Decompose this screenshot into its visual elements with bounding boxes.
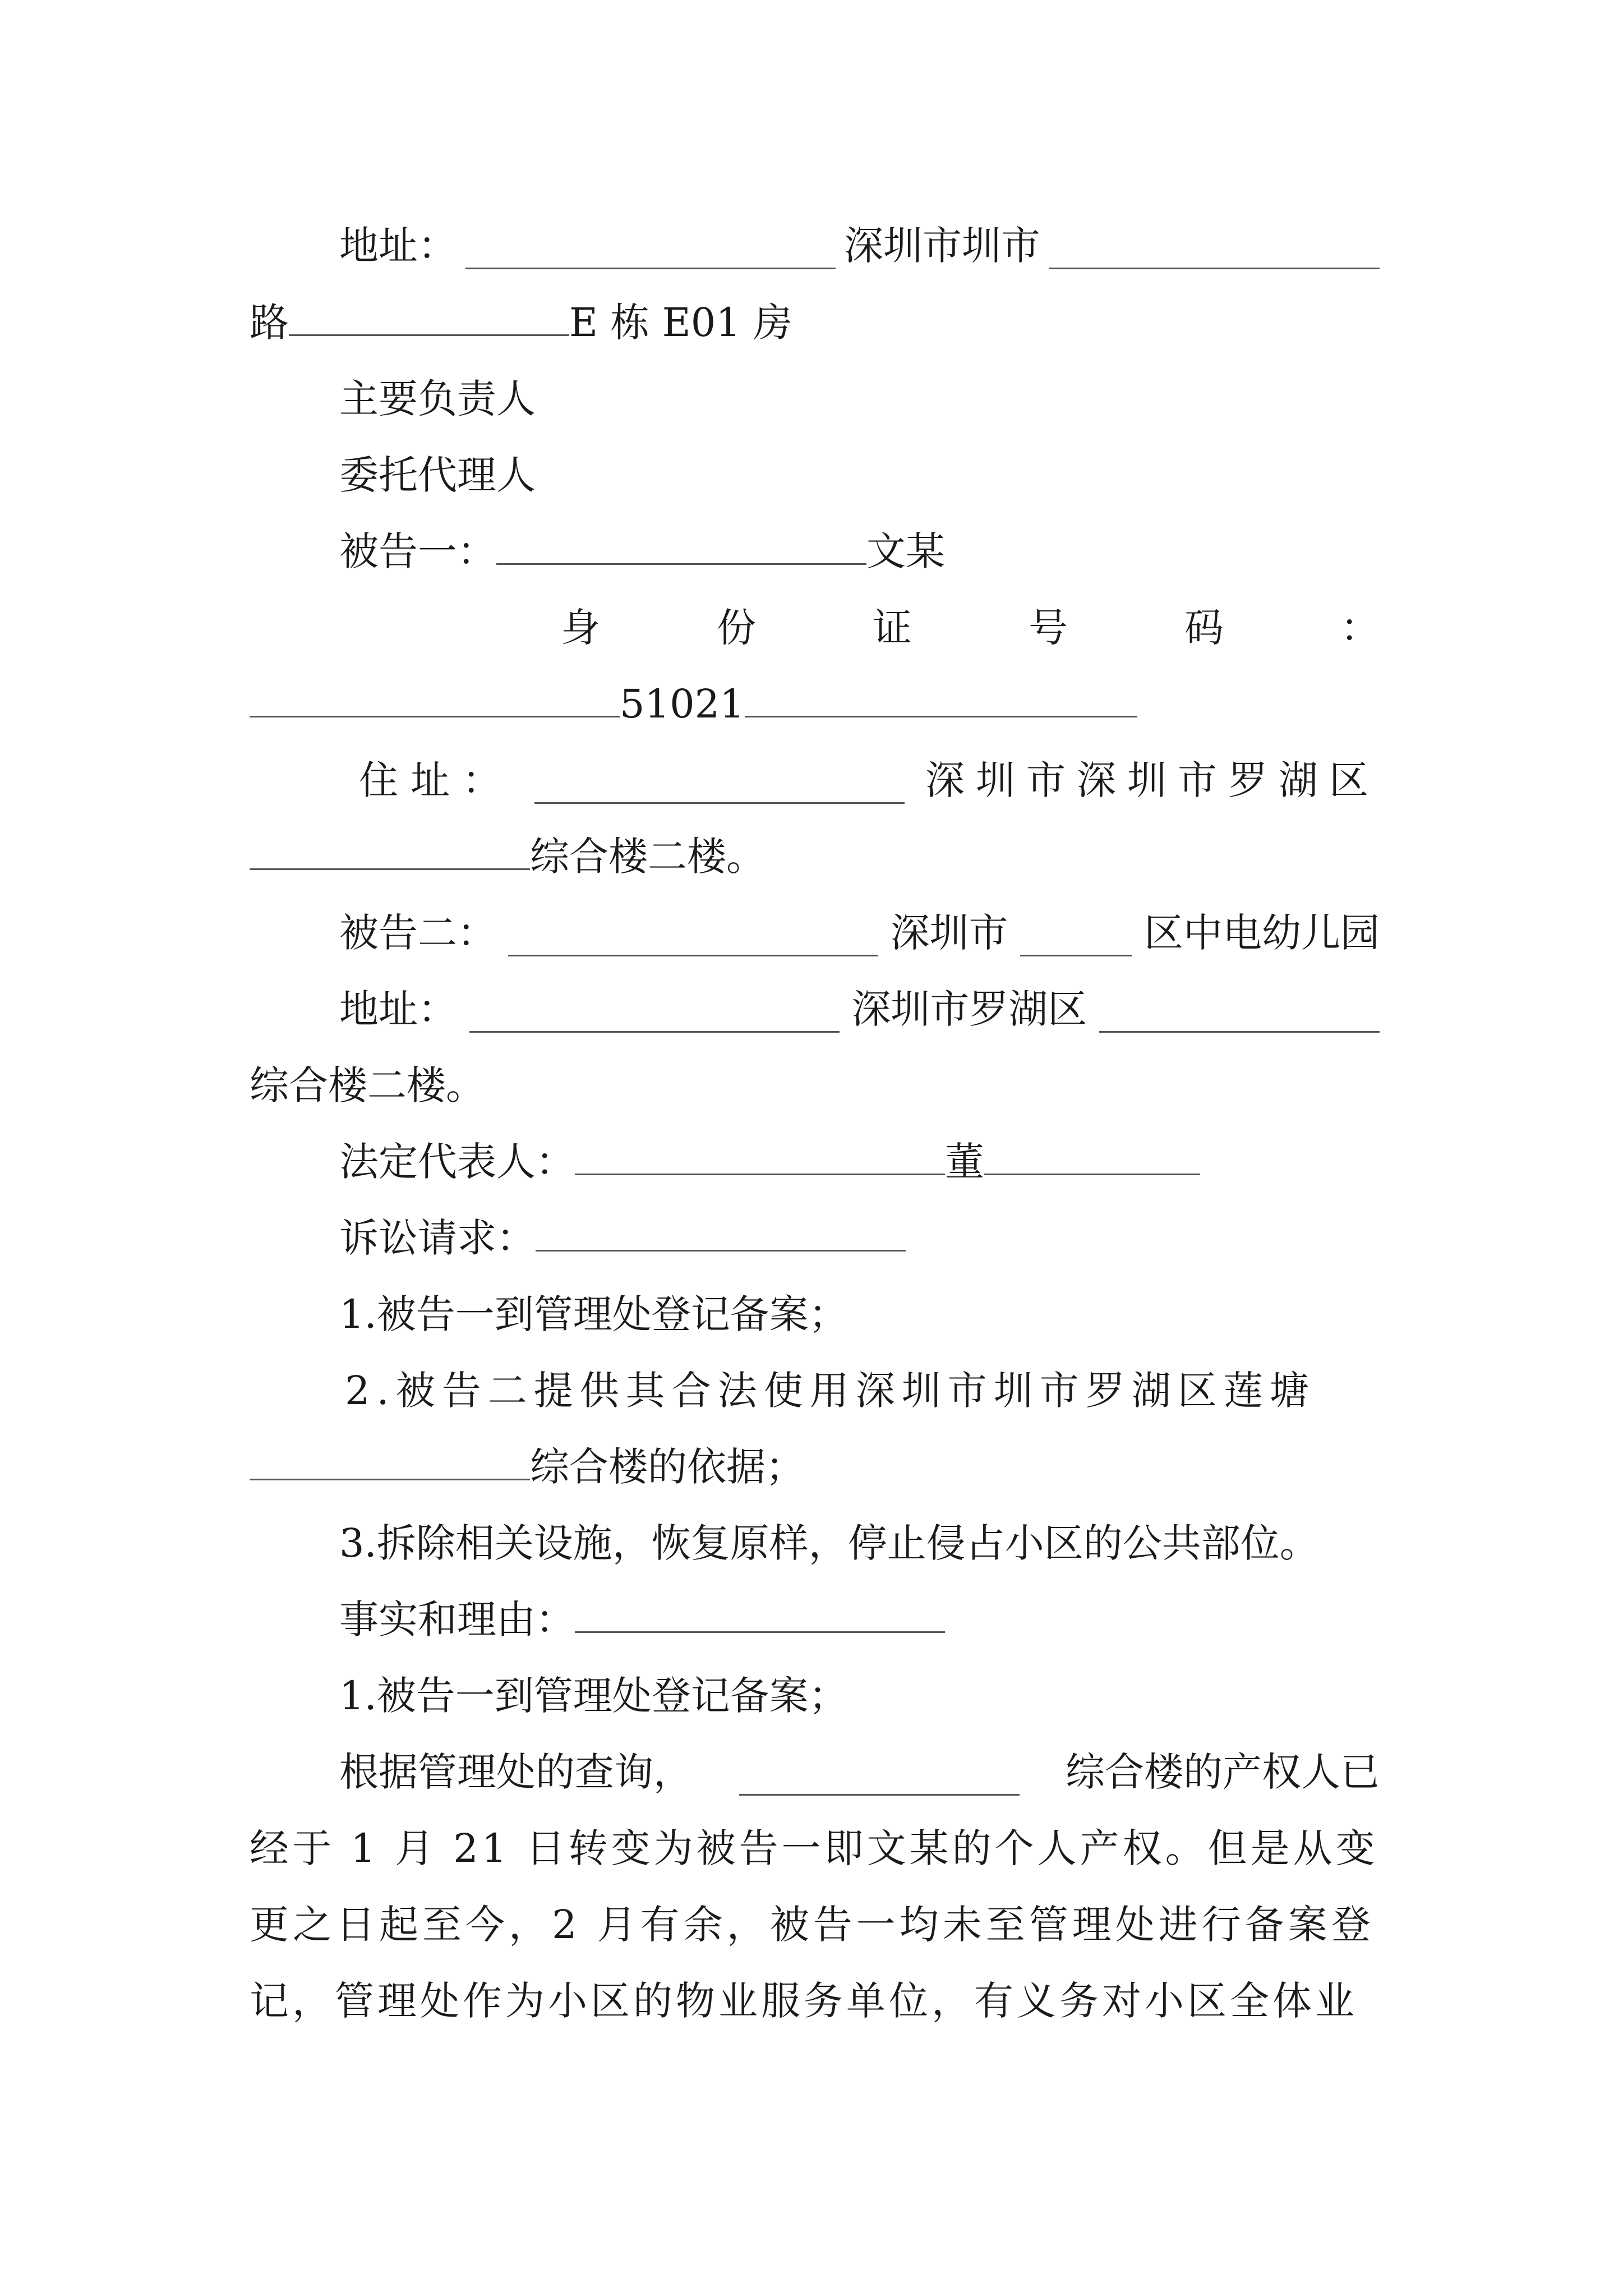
- defendant-one-name: 文某: [866, 528, 945, 574]
- claim-item-2: 2.被告二提供其合法使用深圳市圳市罗湖区莲塘: [345, 1368, 1316, 1414]
- id-char: 证: [873, 605, 912, 651]
- claims-label: 诉讼请求：: [339, 1215, 536, 1261]
- blank-underline: [469, 1001, 840, 1033]
- fact-paragraph-line-2: 经于 1 月 21 日转变为被告一即文某的个人产权。但是从变: [250, 1825, 1378, 1871]
- address-label: 地址：: [339, 223, 457, 269]
- claim-item-2-text: 综合楼的依据；: [530, 1444, 805, 1490]
- fact-paragraph-line-3: 更之日起至今，2 月有余，被告一均未至管理处进行备案登: [250, 1902, 1375, 1948]
- legal-rep-name: 董: [945, 1139, 984, 1185]
- blank-underline: [465, 237, 836, 269]
- defendant-two-address: [250, 971, 1380, 1047]
- defendant-two-city: 深圳市: [890, 910, 1008, 956]
- blank-underline: [745, 685, 1137, 717]
- claim-item-3: 3.拆除相关设施，恢复原样，停止侵占小区的公共部位。: [339, 1520, 1319, 1566]
- plaintiff-address-cont: [250, 284, 1380, 361]
- facts-label: 事实和理由：: [339, 1596, 575, 1642]
- id-char: 份: [717, 605, 756, 651]
- residence-value: 深圳市深圳市罗湖区: [925, 757, 1380, 803]
- residence-building: 综合楼二楼。: [530, 834, 766, 880]
- id-char: ：: [1340, 605, 1380, 651]
- blank-underline: [250, 1448, 530, 1480]
- blank-underline: [250, 685, 620, 717]
- blank-underline: [250, 838, 530, 870]
- claim-item-1: 1.被告一到管理处登记备案；: [339, 1291, 848, 1337]
- fact-item-1: 1.被告一到管理处登记备案；: [339, 1673, 848, 1719]
- defendant-one-label: 被告一：: [339, 528, 496, 574]
- residence-line: [250, 742, 1380, 818]
- address-label: 地址：: [339, 986, 457, 1032]
- defendant-one-line: [250, 513, 1380, 590]
- id-number-label: [250, 590, 1380, 666]
- id-char: 号: [1029, 605, 1068, 651]
- blank-underline: [984, 1143, 1200, 1175]
- id-char: 身: [561, 605, 600, 651]
- blank-underline: [289, 304, 569, 336]
- id-number-value: 51021: [620, 681, 745, 727]
- blank-underline: [1049, 237, 1380, 269]
- blank-underline: [739, 1764, 1020, 1796]
- defendant-two-label: 被告二：: [339, 910, 496, 956]
- blank-underline: [536, 1220, 906, 1251]
- residence-label: 住址：: [359, 757, 514, 803]
- fact-paragraph-line-1: [250, 1734, 1380, 1810]
- blank-underline: [534, 772, 905, 804]
- agent-label: 委托代理人: [339, 452, 536, 498]
- fact-text: 综合楼的产权人已: [1066, 1749, 1380, 1795]
- road-text: 路: [250, 300, 289, 346]
- plaintiff-address-line: [250, 208, 1380, 284]
- legal-rep-line: [250, 1124, 1380, 1200]
- claims-heading: [250, 1200, 1380, 1276]
- id-char: 码: [1184, 605, 1224, 651]
- claim-item-2-cont: [250, 1429, 1380, 1505]
- defendant-two-address-cont: 综合楼二楼。: [250, 1062, 485, 1108]
- blank-underline: [575, 1143, 945, 1175]
- blank-underline: [575, 1601, 945, 1633]
- fact-text: 根据管理处的查询，: [339, 1749, 693, 1795]
- facts-heading: [250, 1581, 1380, 1658]
- blank-underline: [508, 924, 878, 956]
- residence-cont: [250, 818, 1380, 895]
- blank-underline: [496, 533, 866, 565]
- fact-paragraph-line-4: 记，管理处作为小区的物业服务单位，有义务对小区全体业: [250, 1978, 1358, 2024]
- blank-underline: [1099, 1001, 1380, 1033]
- principal-label: 主要负责人: [339, 376, 536, 422]
- address-city: 深圳市圳市: [844, 223, 1040, 269]
- defendant-two-name: 区中电幼儿园: [1144, 910, 1380, 956]
- building-room: E 栋 E01 房: [569, 300, 793, 346]
- legal-rep-label: 法定代表人：: [339, 1139, 575, 1185]
- id-number-line: [250, 666, 1380, 742]
- blank-underline: [1020, 924, 1132, 956]
- defendant-two-line: [250, 895, 1380, 971]
- address-district: 深圳市罗湖区: [851, 986, 1087, 1032]
